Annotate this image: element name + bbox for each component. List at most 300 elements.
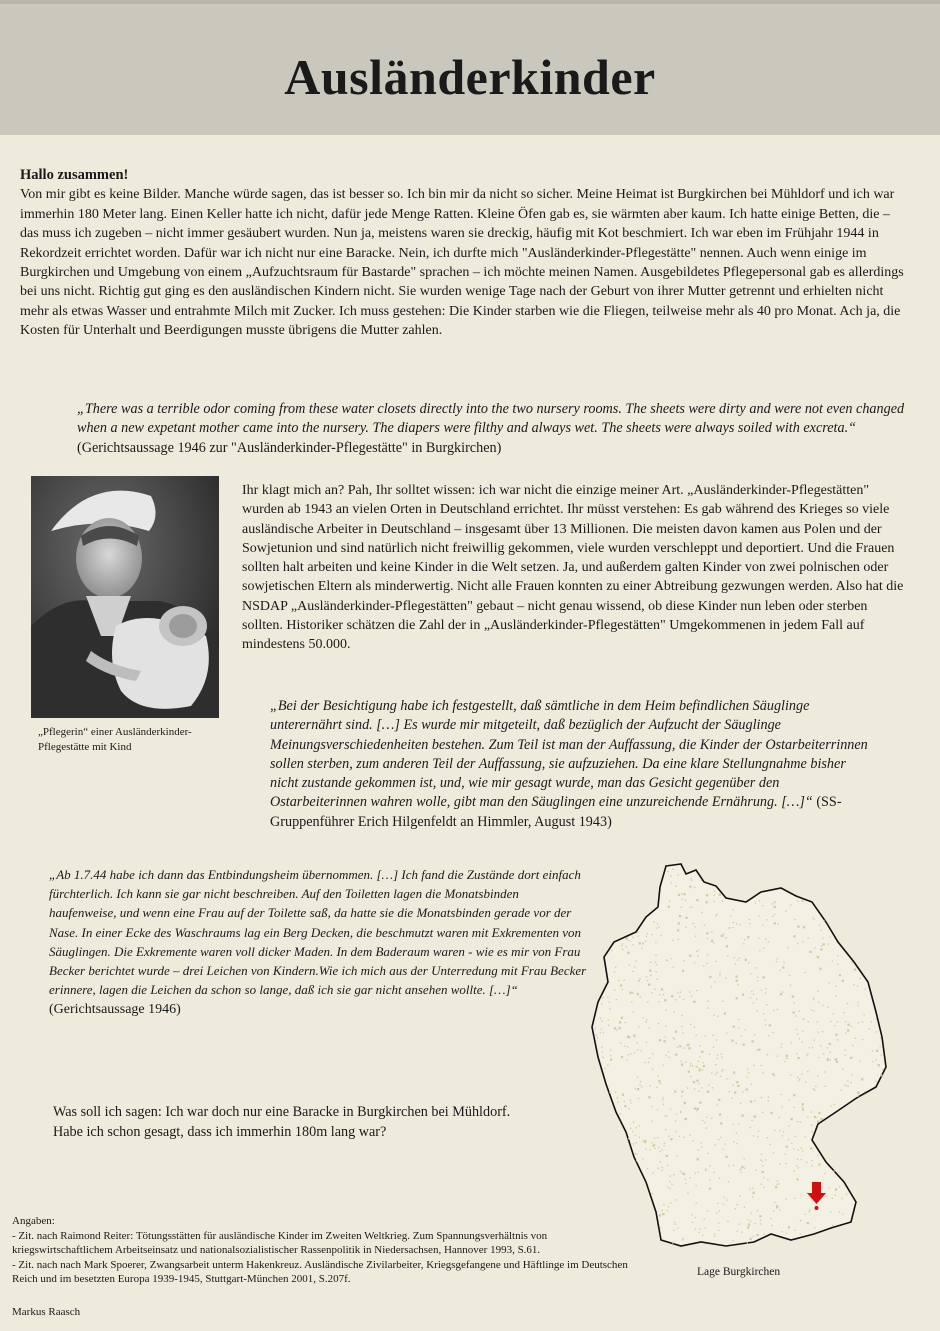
settlement-dot xyxy=(607,1064,608,1065)
settlement-dot xyxy=(703,1065,705,1067)
settlement-dot xyxy=(748,1072,749,1073)
settlement-dot xyxy=(872,1050,873,1051)
settlement-dot xyxy=(622,943,623,944)
settlement-dot xyxy=(685,1178,686,1179)
settlement-dot xyxy=(657,1109,658,1110)
settlement-dot xyxy=(793,1107,794,1108)
settlement-dot xyxy=(725,1143,726,1144)
settlement-dot xyxy=(716,1072,717,1073)
settlement-dot xyxy=(614,1027,616,1029)
settlement-dot xyxy=(807,1071,808,1072)
settlement-dot xyxy=(802,1031,803,1032)
settlement-dot xyxy=(750,1101,752,1103)
settlement-dot xyxy=(713,1172,714,1173)
settlement-dot xyxy=(844,1084,845,1085)
settlement-dot xyxy=(750,1221,751,1222)
settlement-dot xyxy=(687,1044,689,1046)
settlement-dot xyxy=(754,1100,755,1101)
settlement-dot xyxy=(857,986,858,987)
settlement-dot xyxy=(704,1122,705,1123)
settlement-dot xyxy=(610,1059,612,1061)
settlement-dot xyxy=(795,1015,796,1016)
settlement-dot xyxy=(693,1001,695,1003)
settlement-dot xyxy=(851,1074,852,1075)
settlement-dot xyxy=(718,1230,719,1231)
reference-item: - Zit. nach nach Mark Spoerer, Zwangsarbeit unterm Hakenkreuz. Ausländische Zivilarbeiter, Kriegsgefangene und Häftlinge im Deutschen Reich und im besetzten Europa 1939-1945, Stuttgart-München 2001, S.207f. xyxy=(12,1258,628,1286)
settlement-dot xyxy=(830,1059,831,1060)
settlement-dot xyxy=(707,1211,708,1212)
settlement-dot xyxy=(794,1136,795,1137)
settlement-dot xyxy=(762,1165,763,1166)
settlement-dot xyxy=(801,1106,802,1107)
settlement-dot xyxy=(692,1065,693,1066)
settlement-dot xyxy=(813,999,814,1000)
settlement-dot xyxy=(768,1096,769,1097)
settlement-dot xyxy=(670,1109,671,1110)
settlement-dot xyxy=(668,1136,669,1137)
settlement-dot xyxy=(653,921,654,922)
settlement-dot xyxy=(736,1081,738,1083)
settlement-dot xyxy=(673,1230,674,1231)
settlement-dot xyxy=(712,1035,713,1036)
settlement-dot xyxy=(823,1053,824,1054)
settlement-dot xyxy=(791,1142,792,1143)
settlement-dot xyxy=(751,1040,753,1042)
settlement-dot xyxy=(782,991,783,992)
settlement-dot xyxy=(628,1035,629,1036)
germany-outline xyxy=(592,864,886,1246)
settlement-dot xyxy=(880,1046,881,1047)
settlement-dot xyxy=(732,1085,733,1086)
settlement-dot xyxy=(659,994,660,995)
settlement-dot xyxy=(716,1213,717,1214)
settlement-dot xyxy=(756,998,757,999)
settlement-dot xyxy=(727,955,728,956)
settlement-dot xyxy=(752,1196,753,1197)
quote-3 xyxy=(49,865,589,1020)
settlement-dot xyxy=(683,1137,684,1138)
settlement-dot xyxy=(743,943,744,944)
settlement-dot xyxy=(780,993,782,995)
settlement-dot xyxy=(680,1112,681,1113)
settlement-dot xyxy=(880,1074,882,1076)
settlement-dot xyxy=(703,965,704,966)
settlement-dot xyxy=(753,1135,754,1136)
settlement-dot xyxy=(837,955,838,956)
settlement-dot xyxy=(706,894,708,896)
settlement-dot xyxy=(723,933,724,934)
settlement-dot xyxy=(601,1004,602,1005)
settlement-dot xyxy=(676,1199,677,1200)
settlement-dot xyxy=(709,976,711,978)
settlement-dot xyxy=(861,1078,863,1080)
settlement-dot xyxy=(683,999,684,1000)
settlement-dot xyxy=(667,1187,668,1188)
settlement-dot xyxy=(641,1050,642,1051)
settlement-dot xyxy=(638,1026,639,1027)
settlement-dot xyxy=(636,960,637,961)
settlement-dot xyxy=(650,962,651,963)
settlement-dot xyxy=(779,1117,780,1118)
settlement-dot xyxy=(847,1003,848,1004)
settlement-dot xyxy=(648,984,650,986)
settlement-dot xyxy=(777,924,778,925)
settlement-dot xyxy=(775,1186,777,1188)
settlement-dot xyxy=(616,999,617,1000)
settlement-dot xyxy=(666,1115,667,1116)
references xyxy=(12,1214,632,1287)
settlement-dot xyxy=(687,1193,688,1194)
settlement-dot xyxy=(871,1021,872,1022)
settlement-dot xyxy=(735,963,736,964)
header-banner xyxy=(0,0,940,135)
settlement-dot xyxy=(718,1222,719,1223)
settlement-dot xyxy=(785,1163,786,1164)
settlement-dot xyxy=(669,1188,670,1189)
settlement-dot xyxy=(622,949,623,950)
settlement-dot xyxy=(658,1076,659,1077)
settlement-dot xyxy=(662,1170,663,1171)
intro-text: Von mir gibt es keine Bilder. Manche würde sagen, das ist besser so. Ich bin mir da nicht so sicher. Meine Heimat ist Burgkirchen bei Mühldorf und ich war immerhin 180 Meter lang. Einen Keller hatte ich nicht, dafür jede Menge Ratten. Kleine Öfen gab es, sie wärmten aber kaum. Ich hatte einige Betten, die – das muss ich zugeben – nicht immer gesäubert wurden. Nun ja, meistens waren sie dreckig, häufig mit Kot beschmiert. Ich war eben im Frühjahr 1944 in Rekordzeit errichtet worden. Dafür war ich nicht nur eine Baracke. Nein, ich durfte mich "Ausländerkinder-Pflegestätte" nennen. Auch wenn einige im Burgkirchen und Umgebung von einem „Aufzuchtsraum für Bastarde" sprachen – ich möchte meinen Namen. Ausgebildetes Pflegepersonal gab es allerdings bei uns nicht. Richtig gut ging es den ausländischen Kindern nicht. Sie wurden wenige Tage nach der Geburt von ihrer Mutter getrennt und erhielten nicht mehr als etwas Wasser und entrahmte Milch mit Zucker. Ich muss gestehen: Die Kinder starben wie die Fliegen, teilweise mehr als 40 pro Monat. Ach ja, die Kosten für Unterhalt und Beerdigungen musste übrigens die Mutter zahlen. xyxy=(20,187,904,339)
settlement-dot xyxy=(630,1128,631,1129)
settlement-dot xyxy=(793,1094,795,1096)
settlement-dot xyxy=(801,900,803,902)
settlement-dot xyxy=(637,936,638,937)
settlement-dot xyxy=(646,1021,647,1022)
settlement-dot xyxy=(637,1042,638,1043)
settlement-dot xyxy=(853,984,854,985)
settlement-dot xyxy=(684,1047,685,1048)
settlement-dot xyxy=(695,936,696,937)
settlement-dot xyxy=(679,1045,681,1047)
settlement-dot xyxy=(802,1041,803,1042)
settlement-dot xyxy=(778,1183,779,1184)
settlement-dot xyxy=(758,1130,759,1131)
settlement-dot xyxy=(716,1058,717,1059)
settlement-dot xyxy=(832,1198,833,1199)
settlement-dot xyxy=(642,1140,643,1141)
settlement-dot xyxy=(630,1053,631,1054)
settlement-dot xyxy=(656,1087,657,1088)
settlement-dot xyxy=(704,1219,705,1220)
settlement-dot xyxy=(846,1085,847,1086)
settlement-dot xyxy=(848,1085,849,1086)
settlement-dot xyxy=(678,939,679,940)
settlement-dot xyxy=(620,1113,621,1114)
settlement-dot xyxy=(650,1085,651,1086)
settlement-dot xyxy=(800,1233,801,1234)
settlement-dot xyxy=(680,1111,681,1112)
settlement-dot xyxy=(640,1081,641,1082)
settlement-dot xyxy=(779,1163,780,1164)
settlement-dot xyxy=(739,957,740,958)
settlement-dot xyxy=(689,955,691,957)
settlement-dot xyxy=(699,1056,700,1057)
settlement-dot xyxy=(645,1062,646,1063)
settlement-dot xyxy=(785,1198,786,1199)
settlement-dot xyxy=(753,1065,754,1066)
settlement-dot xyxy=(829,1187,830,1188)
settlement-dot xyxy=(628,940,629,941)
settlement-dot xyxy=(842,1069,843,1070)
settlement-dot xyxy=(751,1120,752,1121)
settlement-dot xyxy=(637,932,638,933)
settlement-dot xyxy=(675,999,676,1000)
settlement-dot xyxy=(694,887,695,888)
settlement-dot xyxy=(858,1022,859,1023)
settlement-dot xyxy=(690,1065,691,1066)
settlement-dot xyxy=(620,984,622,986)
settlement-dot xyxy=(694,926,695,927)
settlement-dot xyxy=(660,1083,661,1084)
settlement-dot xyxy=(804,972,805,973)
settlement-dot xyxy=(748,1223,750,1225)
settlement-dot xyxy=(626,946,627,947)
settlement-dot xyxy=(744,1206,745,1207)
settlement-dot xyxy=(669,901,670,902)
settlement-dot xyxy=(759,950,760,951)
settlement-dot xyxy=(850,1057,852,1059)
settlement-dot xyxy=(695,1228,696,1229)
settlement-dot xyxy=(656,964,657,965)
settlement-dot xyxy=(726,1156,728,1158)
settlement-dot xyxy=(762,1112,763,1113)
settlement-dot xyxy=(723,1203,724,1204)
settlement-dot xyxy=(794,1002,795,1003)
settlement-dot xyxy=(766,1004,767,1005)
settlement-dot xyxy=(801,1159,802,1160)
settlement-dot xyxy=(799,1010,800,1011)
settlement-dot xyxy=(753,1192,755,1194)
settlement-dot xyxy=(747,1068,748,1069)
settlement-dot xyxy=(783,1131,784,1132)
settlement-dot xyxy=(803,926,805,928)
settlement-dot xyxy=(730,916,731,917)
greeting: Hallo zusammen! xyxy=(20,167,129,183)
settlement-dot xyxy=(781,1094,782,1095)
settlement-dot xyxy=(706,932,708,934)
settlement-dot xyxy=(814,1227,815,1228)
settlement-dot xyxy=(699,1045,700,1046)
settlement-dot xyxy=(646,976,647,977)
settlement-dot xyxy=(757,1210,758,1211)
settlement-dot xyxy=(643,1017,644,1018)
settlement-dot xyxy=(688,1047,690,1049)
settlement-dot xyxy=(641,1086,642,1087)
settlement-dot xyxy=(857,1005,858,1006)
settlement-dot xyxy=(675,1120,676,1121)
settlement-dot xyxy=(670,1175,671,1176)
settlement-dot xyxy=(624,1022,625,1023)
settlement-dot xyxy=(842,1213,843,1214)
settlement-dot xyxy=(852,1045,853,1046)
settlement-dot xyxy=(681,1172,682,1173)
settlement-dot xyxy=(717,1203,718,1204)
settlement-dot xyxy=(779,1209,780,1210)
settlement-dot xyxy=(673,1174,674,1175)
settlement-dot xyxy=(674,1222,675,1223)
settlement-dot xyxy=(738,1027,739,1028)
settlement-dot xyxy=(733,1071,735,1073)
settlement-dot xyxy=(741,1035,742,1036)
settlement-dot xyxy=(736,1143,737,1144)
settlement-dot xyxy=(767,1179,768,1180)
settlement-dot xyxy=(850,1082,851,1083)
settlement-dot xyxy=(700,1142,701,1143)
settlement-dot xyxy=(641,947,642,948)
settlement-dot xyxy=(633,1012,634,1013)
closing-line-2: Habe ich schon gesagt, dass ich immerhin 180m lang war? xyxy=(53,1123,387,1140)
settlement-dot xyxy=(701,1087,702,1088)
settlement-dot xyxy=(735,1208,736,1209)
settlement-dot xyxy=(797,926,799,928)
settlement-dot xyxy=(768,941,769,942)
settlement-dot xyxy=(801,1074,802,1075)
settlement-dot xyxy=(818,1057,819,1058)
settlement-dot xyxy=(719,1178,720,1179)
settlement-dot xyxy=(616,1030,617,1031)
settlement-dot xyxy=(693,923,694,924)
settlement-dot xyxy=(705,1170,706,1171)
settlement-dot xyxy=(759,900,760,901)
settlement-dot xyxy=(745,959,747,961)
settlement-dot xyxy=(763,976,765,978)
settlement-dot xyxy=(829,936,830,937)
settlement-dot xyxy=(813,1040,814,1041)
settlement-dot xyxy=(682,1238,683,1239)
settlement-dot xyxy=(726,1032,727,1033)
settlement-dot xyxy=(696,899,698,901)
settlement-dot xyxy=(646,936,647,937)
settlement-dot xyxy=(835,996,836,997)
settlement-dot xyxy=(642,1158,643,1159)
settlement-dot xyxy=(663,994,664,995)
settlement-dot xyxy=(695,1173,696,1174)
settlement-dot xyxy=(800,1220,801,1221)
settlement-dot xyxy=(684,960,685,961)
settlement-dot xyxy=(759,1215,761,1217)
settlement-dot xyxy=(731,1097,732,1098)
settlement-dot xyxy=(846,1194,847,1195)
settlement-dot xyxy=(830,1106,831,1107)
settlement-dot xyxy=(780,1047,781,1048)
settlement-dot xyxy=(763,1072,764,1073)
settlement-dot xyxy=(719,1113,721,1115)
settlement-dot xyxy=(718,1099,720,1101)
settlement-dot xyxy=(813,997,814,998)
settlement-dot xyxy=(664,999,666,1001)
settlement-dot xyxy=(794,1170,795,1171)
quote-1-text: „There was a terrible odor coming from these water closets directly into the two nursery rooms. The sheets were dirty and were not even changed when a new expetant mother came into the nursery. The diapers were filthy and always wet. The sheets were always soiled with excreta.“ xyxy=(77,401,905,437)
settlement-dot xyxy=(670,875,671,876)
settlement-dot xyxy=(779,970,780,971)
settlement-dot xyxy=(699,1102,701,1104)
settlement-dot xyxy=(649,970,651,972)
settlement-dot xyxy=(614,972,615,973)
settlement-dot xyxy=(797,943,798,944)
settlement-dot xyxy=(652,1173,653,1174)
settlement-dot xyxy=(681,1095,682,1096)
settlement-dot xyxy=(675,1054,677,1056)
settlement-dot xyxy=(760,1223,761,1224)
settlement-dot xyxy=(691,996,692,997)
settlement-dot xyxy=(796,1178,798,1180)
settlement-dot xyxy=(632,937,633,938)
settlement-dot xyxy=(809,1047,810,1048)
settlement-dot xyxy=(628,1108,629,1109)
settlement-dot xyxy=(782,1106,783,1107)
settlement-dot xyxy=(844,1055,845,1056)
settlement-dot xyxy=(668,1206,669,1207)
settlement-dot xyxy=(664,1145,665,1146)
settlement-dot xyxy=(681,898,682,899)
settlement-dot xyxy=(794,919,795,920)
settlement-dot xyxy=(690,1134,691,1135)
settlement-dot xyxy=(736,1043,737,1044)
settlement-dot xyxy=(875,1059,876,1060)
settlement-dot xyxy=(628,1138,629,1139)
settlement-dot xyxy=(601,1029,602,1030)
settlement-dot xyxy=(721,1056,722,1057)
settlement-dot xyxy=(695,1217,696,1218)
settlement-dot xyxy=(760,1220,761,1221)
settlement-dot xyxy=(676,1114,677,1115)
settlement-dot xyxy=(621,945,622,946)
settlement-dot xyxy=(828,1007,829,1008)
settlement-dot xyxy=(705,1227,706,1228)
settlement-dot xyxy=(829,982,830,983)
settlement-dot xyxy=(851,962,852,963)
settlement-dot xyxy=(627,952,629,954)
settlement-dot xyxy=(817,1155,818,1156)
settlement-dot xyxy=(858,1001,859,1002)
settlement-dot xyxy=(696,990,697,991)
settlement-dot xyxy=(597,1037,598,1038)
settlement-dot xyxy=(726,937,727,938)
settlement-dot xyxy=(818,1032,819,1033)
settlement-dot xyxy=(725,977,726,978)
settlement-dot xyxy=(796,1053,797,1054)
settlement-dot xyxy=(685,1118,687,1120)
settlement-dot xyxy=(620,1043,621,1044)
settlement-dot xyxy=(715,1074,716,1075)
settlement-dot xyxy=(798,1057,800,1059)
settlement-dot xyxy=(679,1136,680,1137)
settlement-dot xyxy=(814,919,815,920)
settlement-dot xyxy=(715,1144,716,1145)
settlement-dot xyxy=(814,1116,815,1117)
settlement-dot xyxy=(777,958,778,959)
settlement-dot xyxy=(844,1012,845,1013)
settlement-dot xyxy=(830,1021,831,1022)
settlement-dot xyxy=(797,1159,798,1160)
settlement-dot xyxy=(833,1170,834,1171)
settlement-dot xyxy=(798,1167,799,1168)
settlement-dot xyxy=(760,1065,761,1066)
settlement-dot xyxy=(657,979,658,980)
settlement-dot xyxy=(769,1024,771,1026)
settlement-dot xyxy=(755,903,756,904)
settlement-dot xyxy=(753,994,754,995)
settlement-dot xyxy=(656,971,657,972)
settlement-dot xyxy=(804,1136,805,1137)
settlement-dot xyxy=(770,1218,771,1219)
settlement-dot xyxy=(658,926,659,927)
settlement-dot xyxy=(664,1115,665,1116)
settlement-dot xyxy=(722,1069,723,1070)
settlement-dot xyxy=(719,975,720,976)
quote-3-source: (Gerichtsaussage 1946) xyxy=(49,1002,181,1018)
